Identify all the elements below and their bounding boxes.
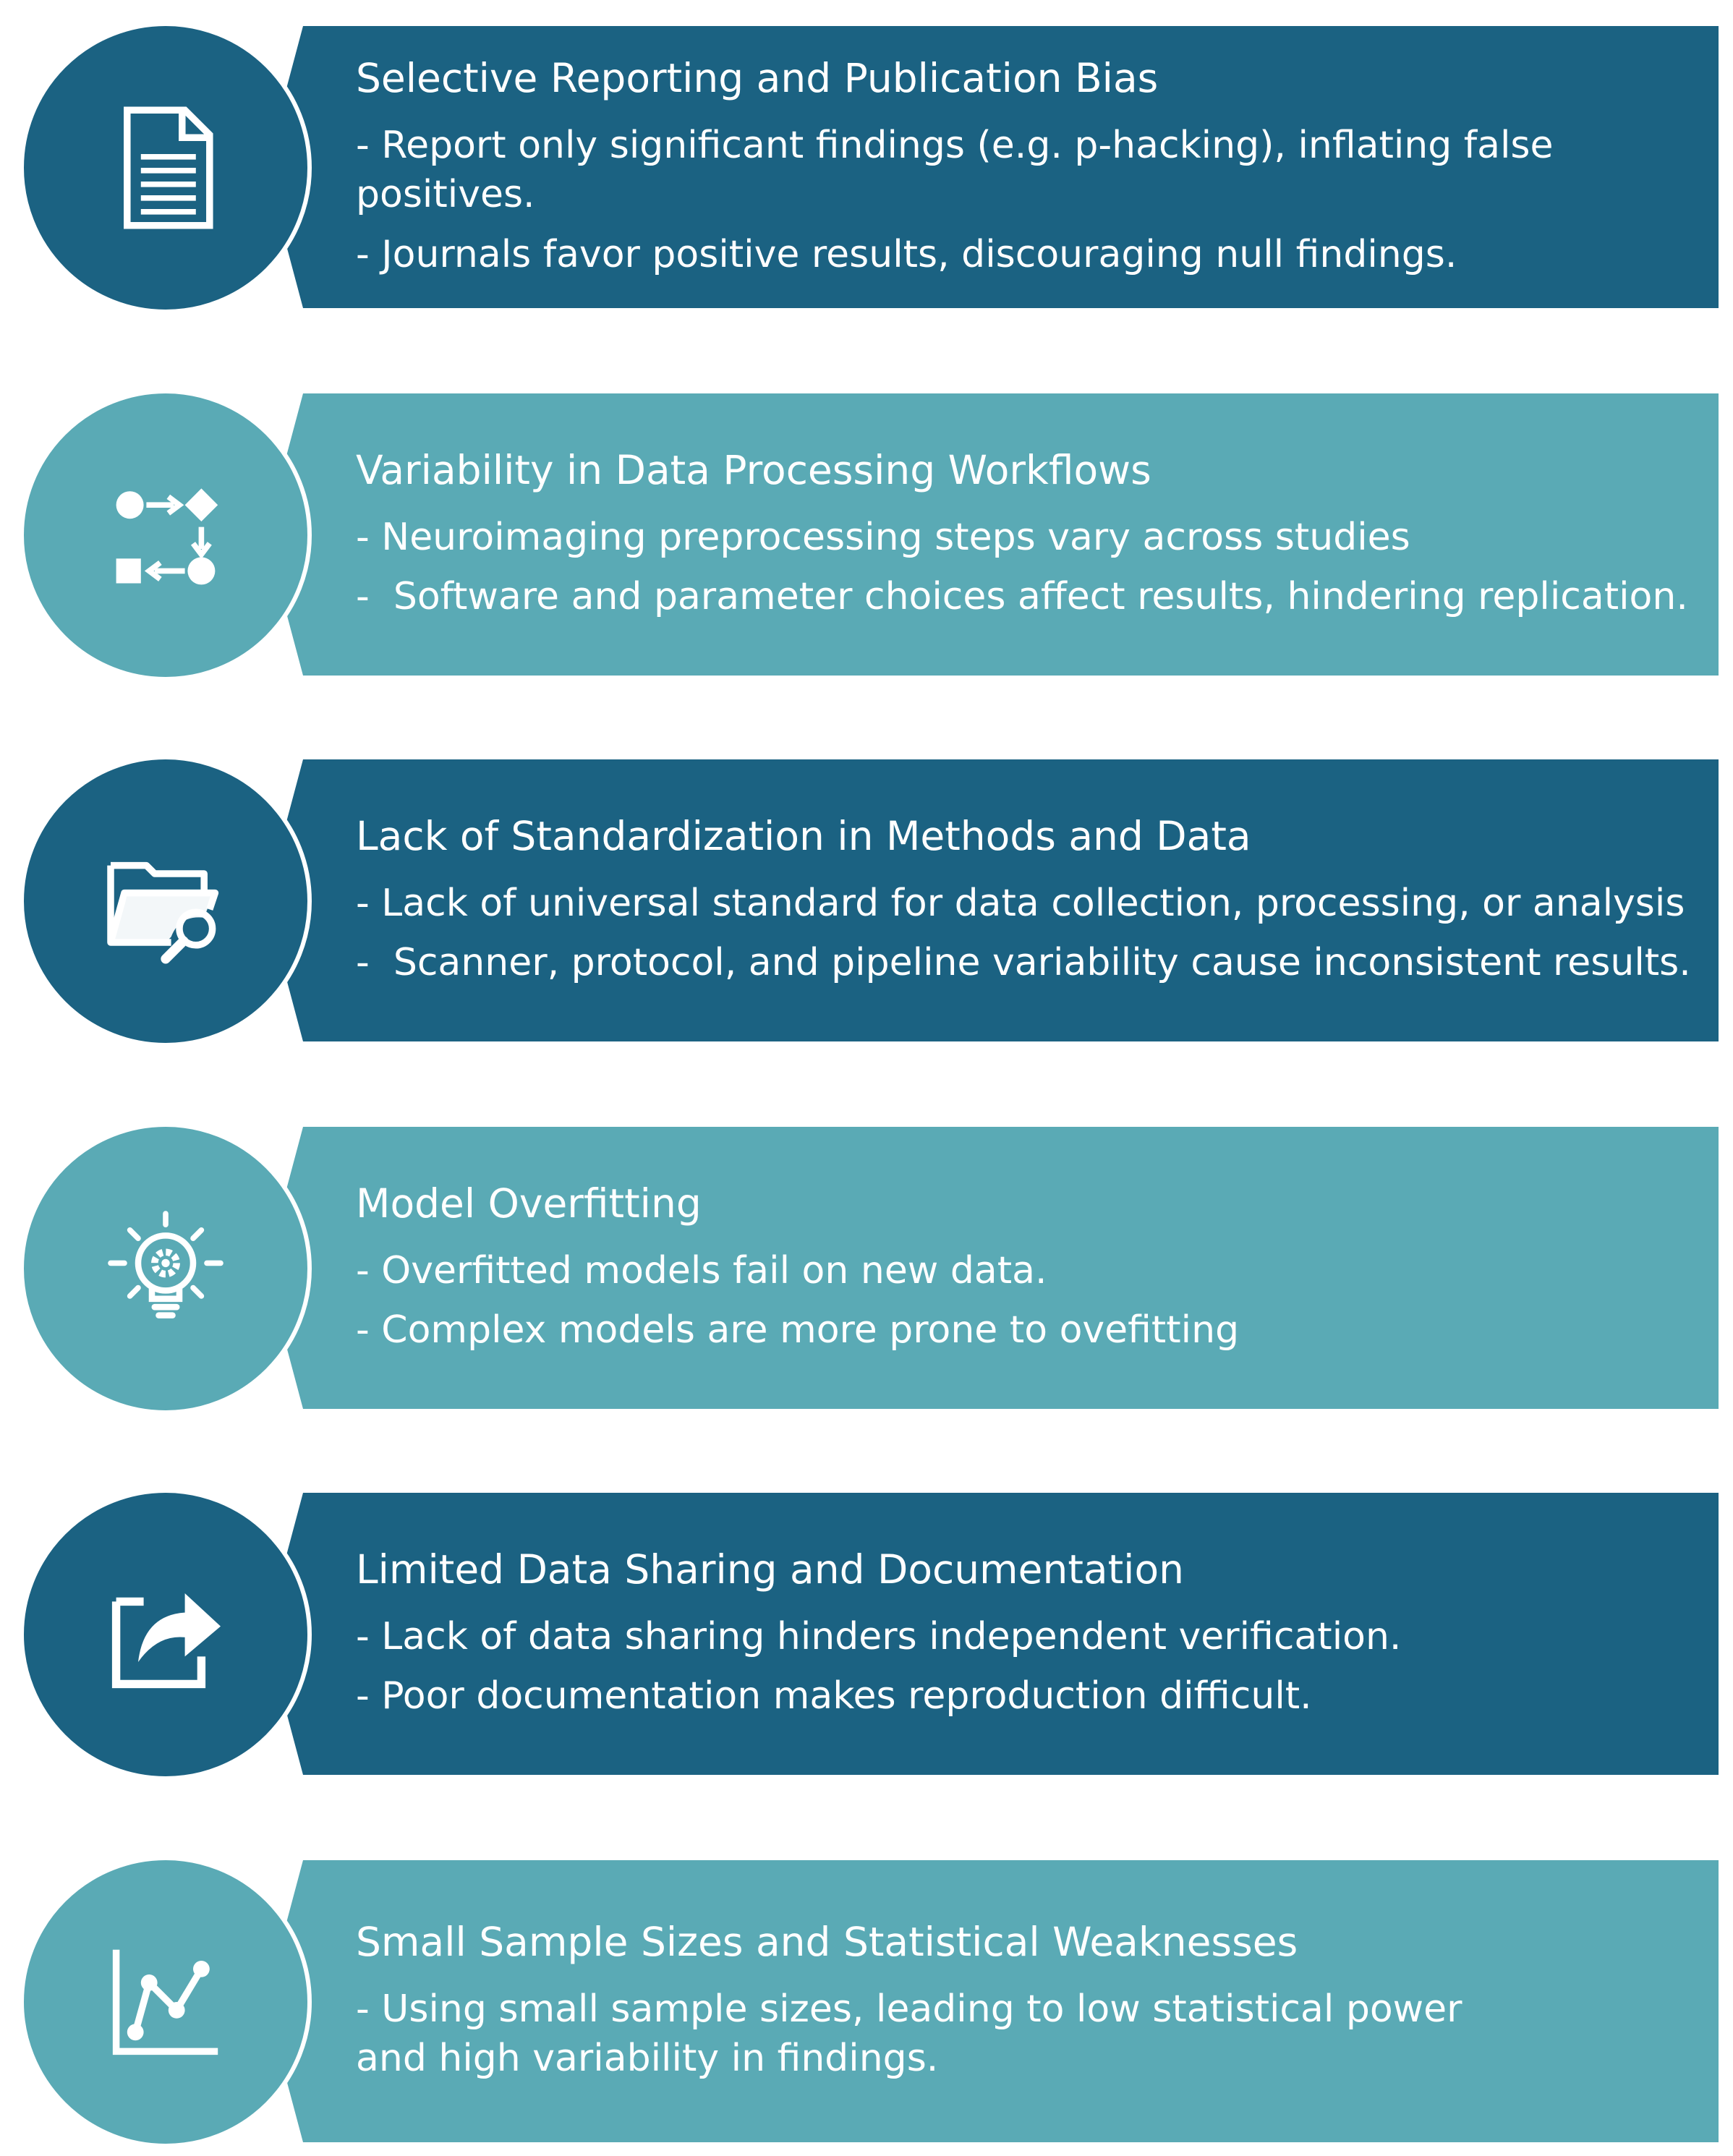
item-bullet: - Report only significant findings (e.g. p-hacking), inflating false positives. <box>356 123 1566 217</box>
item-title: Lack of Standardization in Methods and Data <box>356 812 1251 859</box>
icon-circle <box>20 389 312 681</box>
row-standardization <box>0 759 1733 1041</box>
item-title: Selective Reporting and Publication Bias <box>356 54 1159 101</box>
icon-circle <box>20 1488 312 1781</box>
item-bullet: - Poor documentation makes reproduction difficult. <box>356 1674 1312 1718</box>
text-block <box>356 1493 1704 1775</box>
item-bullet: - Overfitted models fail on new data. <box>356 1248 1047 1292</box>
lightbulb-gear-icon <box>97 1200 234 1337</box>
item-bullet: - Using small sample sizes, leading to low statistical power and high variability in findings. <box>356 1987 1475 2081</box>
line-chart-icon <box>97 1933 234 2071</box>
item-bullet: - Lack of data sharing hinders independent verification. <box>356 1614 1402 1658</box>
item-bullet: - Scanner, protocol, and pipeline variability cause inconsistent results. <box>356 941 1691 985</box>
text-block <box>356 26 1704 308</box>
text-block <box>356 1860 1704 2142</box>
icon-circle <box>20 1122 312 1415</box>
row-small-samples <box>0 1860 1733 2142</box>
text-block <box>356 759 1704 1041</box>
text-block <box>356 1127 1704 1409</box>
item-bullet: - Complex models are more prone to ovefitting <box>356 1308 1240 1352</box>
item-bullet: - Journals favor positive results, discouraging null findings. <box>356 232 1457 276</box>
row-workflow-variability <box>0 393 1733 676</box>
item-title: Small Sample Sizes and Statistical Weaknesses <box>356 1918 1298 1965</box>
text-block <box>356 393 1704 676</box>
row-selective-reporting <box>0 26 1733 308</box>
row-data-sharing <box>0 1493 1733 1775</box>
share-icon <box>97 1566 234 1703</box>
item-bullet: - Neuroimaging preprocessing steps vary across studies <box>356 515 1410 559</box>
row-model-overfitting <box>0 1127 1733 1409</box>
icon-circle <box>20 755 312 1047</box>
item-bullet: - Software and parameter choices affect results, hindering replication. <box>356 575 1688 619</box>
workflow-icon <box>97 466 234 604</box>
icon-circle <box>20 22 312 314</box>
folder-search-icon <box>97 832 234 970</box>
document-icon <box>97 99 234 237</box>
item-bullet: - Lack of universal standard for data collection, processing, or analysis <box>356 881 1685 925</box>
item-title: Limited Data Sharing and Documentation <box>356 1546 1184 1593</box>
icon-circle <box>20 1856 312 2148</box>
item-title: Variability in Data Processing Workflows <box>356 446 1151 493</box>
item-title: Model Overfitting <box>356 1180 702 1227</box>
